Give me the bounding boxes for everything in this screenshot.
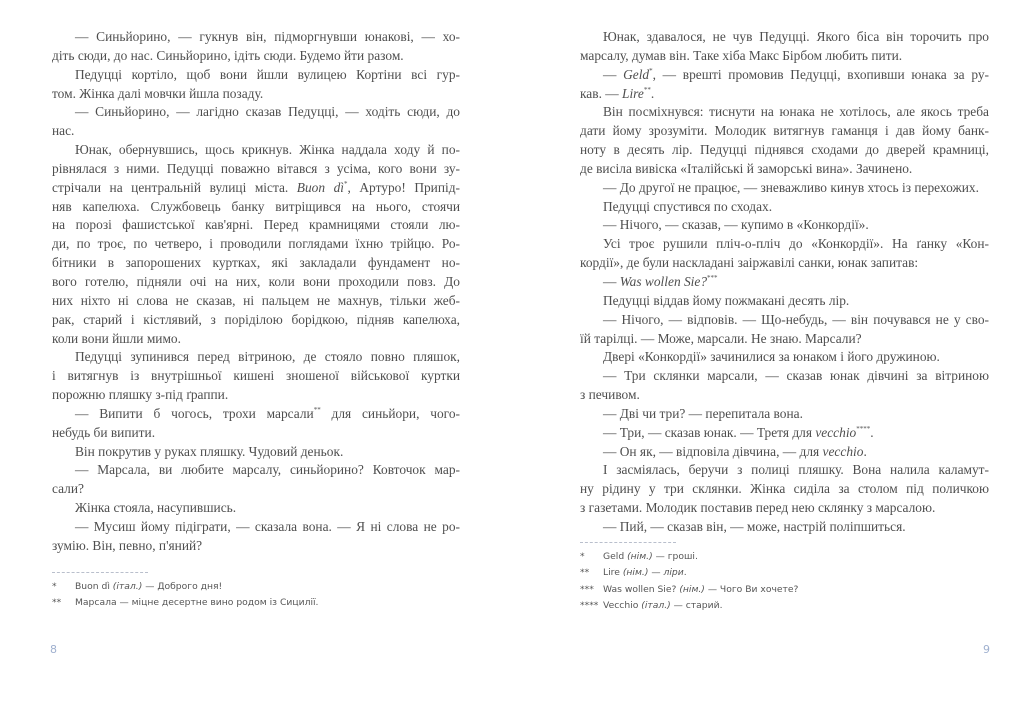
text-run: бітники в запорошених куртках, які закладали фундамент но- [52,255,460,271]
text-run: Він покрутив у руках пляшку. Чудовий деньок. [75,443,344,459]
italic-text: Lire [622,85,644,101]
text-run: дати йому зрозуміти. Молодик витягнув гаманця і дав йому банк- [580,123,989,139]
text-run: ну рідину у три склянки. Жінка сиділа за столом під поличкою [580,481,989,497]
left-page [0,0,517,701]
text-run: — Дві чи три? — перепитала вона. [603,405,803,421]
page-number: 9 [983,643,990,656]
text-run: Was wollen Sie? [603,583,680,595]
text-run: . [870,424,874,440]
paragraph [52,141,460,348]
text-run: Педуцці спустився по сходах. [603,198,773,214]
text-run: том. Жінка далі мовчки йшла позаду. [52,85,264,101]
paragraph [52,443,460,462]
text-line [580,348,989,367]
text-line [52,537,460,556]
text-line [52,405,460,424]
paragraph [580,273,989,292]
text-run: Юнак, обернувшись, щось крикнув. Жінка наддала ходу й по- [75,142,460,158]
text-line [52,216,460,235]
text-line [580,254,989,273]
footnote-marker: *** [707,273,718,282]
footnote-mark: **** [580,599,599,611]
footnote [580,549,798,565]
footnote-marker: * [344,179,348,188]
footnote-mark: *** [580,583,594,595]
text-run: — Нічого, — сказав, — купимо в «Конкордії». [603,217,869,233]
text-run: . [650,85,655,101]
footnote [52,595,318,611]
text-run: для синьйори, чого- [320,405,460,421]
footnote-mark: * [580,551,585,562]
footnote-marker: **** [856,424,871,433]
body-text [580,28,989,537]
text-run: , Артуро! Припід- [347,179,461,195]
text-run: Юнак, здавалося, не чув Педуцці. Якого біса він торочить про [603,29,989,44]
text-line [580,179,989,198]
text-run: кордії», де були наскладані заіржавілі санки, юнак запитав: [580,255,919,271]
text-line [580,480,989,499]
italic-text: (нім.) [679,583,705,595]
text-line [52,160,460,179]
text-run: — [603,66,624,82]
text-run: вого готелю, підняли очі на них, коли вони проходили повз. До [52,273,460,289]
text-line [580,85,989,104]
italic-text: (нім.) [627,551,653,562]
text-line [52,103,460,122]
text-run: ди, по троє, по четверо, і проводили поглядами їхню трійцю. Ро- [52,236,460,252]
paragraph [580,518,989,537]
text-line [580,235,989,254]
text-line [580,499,989,518]
footnote [52,579,318,595]
text-run: — До другої не працює, — зневажливо кинув хтось із перехожих. [603,179,979,195]
footnote-mark: ** [52,597,62,609]
text-line [580,141,989,160]
paragraph [52,405,460,443]
text-run: коли вони йшли мимо. [52,330,181,346]
paragraph [580,311,989,349]
text-line [52,66,460,85]
paragraph [580,198,989,217]
text-line [580,330,989,349]
text-run: — Три склянки марсали, — сказав юнак дівчині за вітриною [603,368,989,384]
footnote-marker: * [649,66,653,75]
text-line [580,518,989,537]
text-run: — Доброго дня! [142,581,223,592]
text-run: — старий. [670,599,723,611]
text-run: рак, старий і кістлявий, з порідiлою борідкою, підняв капелюха, [52,311,460,327]
text-line [580,405,989,424]
text-run: — Синьйорино, — гукнув він, підморгнувши юнакові, — хо- [75,29,460,44]
text-line [52,480,460,499]
footnote-separator [580,542,676,543]
paragraph [580,424,989,443]
text-run: і витягнув із внутрішньої кишені зношеної військової куртки [52,368,460,384]
paragraph [580,405,989,424]
right-page [517,0,1035,701]
text-run: — Випити б чогось, трохи марсали [75,405,314,421]
italic-text: (італ.) [641,599,671,611]
text-run: на порозі фашистської кав'ярні. Перед крамницями стояли лю- [52,217,460,233]
text-run: Усі троє рушили пліч-о-пліч до «Конкордії». На ґанку «Кон- [603,236,989,252]
footnote [580,565,798,581]
text-run: них ніхто ні слова не сказав, ні пальцем не махнув, тільки жеб- [52,292,460,308]
page-number: 8 [50,643,57,656]
paragraph [580,348,989,367]
paragraph [580,179,989,198]
italic-text: vecchio [822,443,864,459]
text-run: — Пий, — сказав він, — може, настрій поліпшиться. [603,518,906,534]
paragraph [580,443,989,462]
text-run: — Нічого, — відповів. — Що-небудь, — він почувався не у сво- [603,311,989,327]
italic-text: Was wollen Sie? [619,273,708,289]
text-run: І засміялась, беручи з полиці пляшку. Вона налила каламут- [603,462,989,478]
paragraph [580,103,989,178]
footnotes [52,572,318,612]
text-line [580,386,989,405]
paragraph [52,348,460,405]
text-line [52,499,460,518]
paragraph [52,461,460,499]
italic-text: Buon dì [296,179,345,195]
text-line [580,122,989,141]
text-line [580,424,989,443]
paragraph [52,518,460,556]
text-line [52,141,460,160]
text-run: кав. — [580,85,623,101]
text-run: — Синьйорино, — лагідно сказав Педуцці, — ходіть сюди, до [75,104,460,120]
text-run: , — врешті промовив Педуцці, вхопивши юнака за ру- [652,66,989,82]
text-run: — [648,567,664,579]
text-run: Жінка стояла, насупившись. [75,500,237,516]
paragraph [580,292,989,311]
text-line [52,235,460,254]
text-run: з газетами. Молодик поставив перед нею склянку з марсалою. [580,500,936,516]
paragraph [52,66,460,104]
text-run: Vecchio [603,599,642,611]
text-run: Він посміхнувся: тиснути на юнака не хотілось, але якось треба [603,104,989,120]
text-line [52,47,460,66]
paragraph [580,367,989,405]
text-line [52,122,460,141]
text-run: . [683,567,687,579]
text-run: їй тарілці. — Може, марсали. Не знаю. Марсали? [580,330,862,346]
text-run: . [863,443,867,459]
text-line [52,179,460,198]
text-line [580,28,989,47]
text-line [580,103,989,122]
text-line [52,386,460,405]
footnote-marker: ** [313,405,321,414]
text-run: Педуцці віддав йому пожмакані десять лір. [603,292,850,308]
text-line [52,292,460,311]
footnotes [580,542,798,614]
paragraph [580,216,989,235]
italic-text: (італ.) [112,581,143,592]
text-run: де висіла вивіска «Італійські й заморські вина». Зачинено. [580,160,913,176]
text-run: діть сюди, до нас. Синьйорино, ідіть сюди. Будемо йти разом. [52,47,404,63]
paragraph [580,66,989,104]
text-run: — Он як, — відповіла дівчина, — для [603,443,823,459]
text-line [52,424,460,443]
footnote-mark: ** [580,567,590,579]
text-line [52,85,460,104]
italic-text: ліри [663,567,684,579]
text-run: рівнялася з ними. Педуцці поважно вітався з усіма, кого вони зу- [52,160,460,176]
text-run: Geld [603,551,628,562]
text-run: — Марсала, ви любите марсалу, синьйорино? Ковточок мар- [75,462,460,478]
text-run: няв капелюха. Службовець банку витріщився на нього, стоячи [52,198,460,214]
italic-text: vecchio [815,424,857,440]
text-line [52,518,460,537]
text-run: — гроші. [652,551,698,562]
text-line [580,443,989,462]
text-run: ноту в десять лір. Педуцці піднявся сходами до дверей крамниці, [580,142,989,158]
text-line [52,254,460,273]
text-line [580,311,989,330]
paragraph [52,499,460,518]
paragraph [52,103,460,141]
text-run: стрічали на центральній вулиці міста. [52,179,297,195]
text-line [52,273,460,292]
footnote-marker: ** [643,85,651,94]
text-run: порожню пляшку з-під ґраппи. [52,387,229,403]
italic-text: Geld [623,66,650,82]
text-run: — [603,273,620,289]
footnote-separator [52,572,148,573]
text-run: з печивом. [580,387,640,403]
text-line [52,367,460,386]
text-line [580,292,989,311]
text-line [52,28,460,47]
paragraph [580,28,989,66]
text-line [52,348,460,367]
text-line [580,160,989,179]
text-line [580,198,989,217]
italic-text: (нім.) [622,567,649,579]
text-line [52,198,460,217]
footnote [580,582,798,598]
text-run: нас. [52,123,75,139]
text-line [52,443,460,462]
text-line [580,367,989,386]
footnote-mark: * [52,581,57,592]
text-line [580,273,989,292]
text-run: Buon dì [75,581,113,592]
text-run: Педуцці кортіло, щоб вони йшли вулицею Кортіни всі гур- [75,66,460,82]
paragraph [52,28,460,66]
text-run: небудь би випити. [52,424,156,440]
text-run: марсалу, думав він. Таке хіба Макс Бірбом любить пити. [580,47,903,63]
text-run: зумію. Він, певно, п'яний? [52,537,203,553]
text-line [52,330,460,349]
body-text [52,28,460,556]
text-line [52,461,460,480]
text-line [52,311,460,330]
text-run: Двері «Конкордії» зачинилися за юнаком і його дружиною. [603,349,940,365]
paragraph [580,235,989,273]
paragraph [580,461,989,518]
text-run: — Чого Ви хочете? [704,583,799,595]
text-run: Lire [603,567,623,579]
footnote [580,598,798,614]
text-run: сали? [52,481,84,497]
text-run: — Мусиш йому підіграти, — сказала вона. — Я ні слова не ро- [75,518,460,534]
text-line [580,461,989,480]
text-line [580,216,989,235]
text-run: Педуцці зупинився перед вітриною, де стояло повно пляшок, [75,349,460,365]
text-line [580,47,989,66]
text-line [580,66,989,85]
text-run: Марсала — міцне десертне вино родом із Сицилії. [75,597,319,609]
text-run: — Три, — сказав юнак. — Третя для [603,424,816,440]
